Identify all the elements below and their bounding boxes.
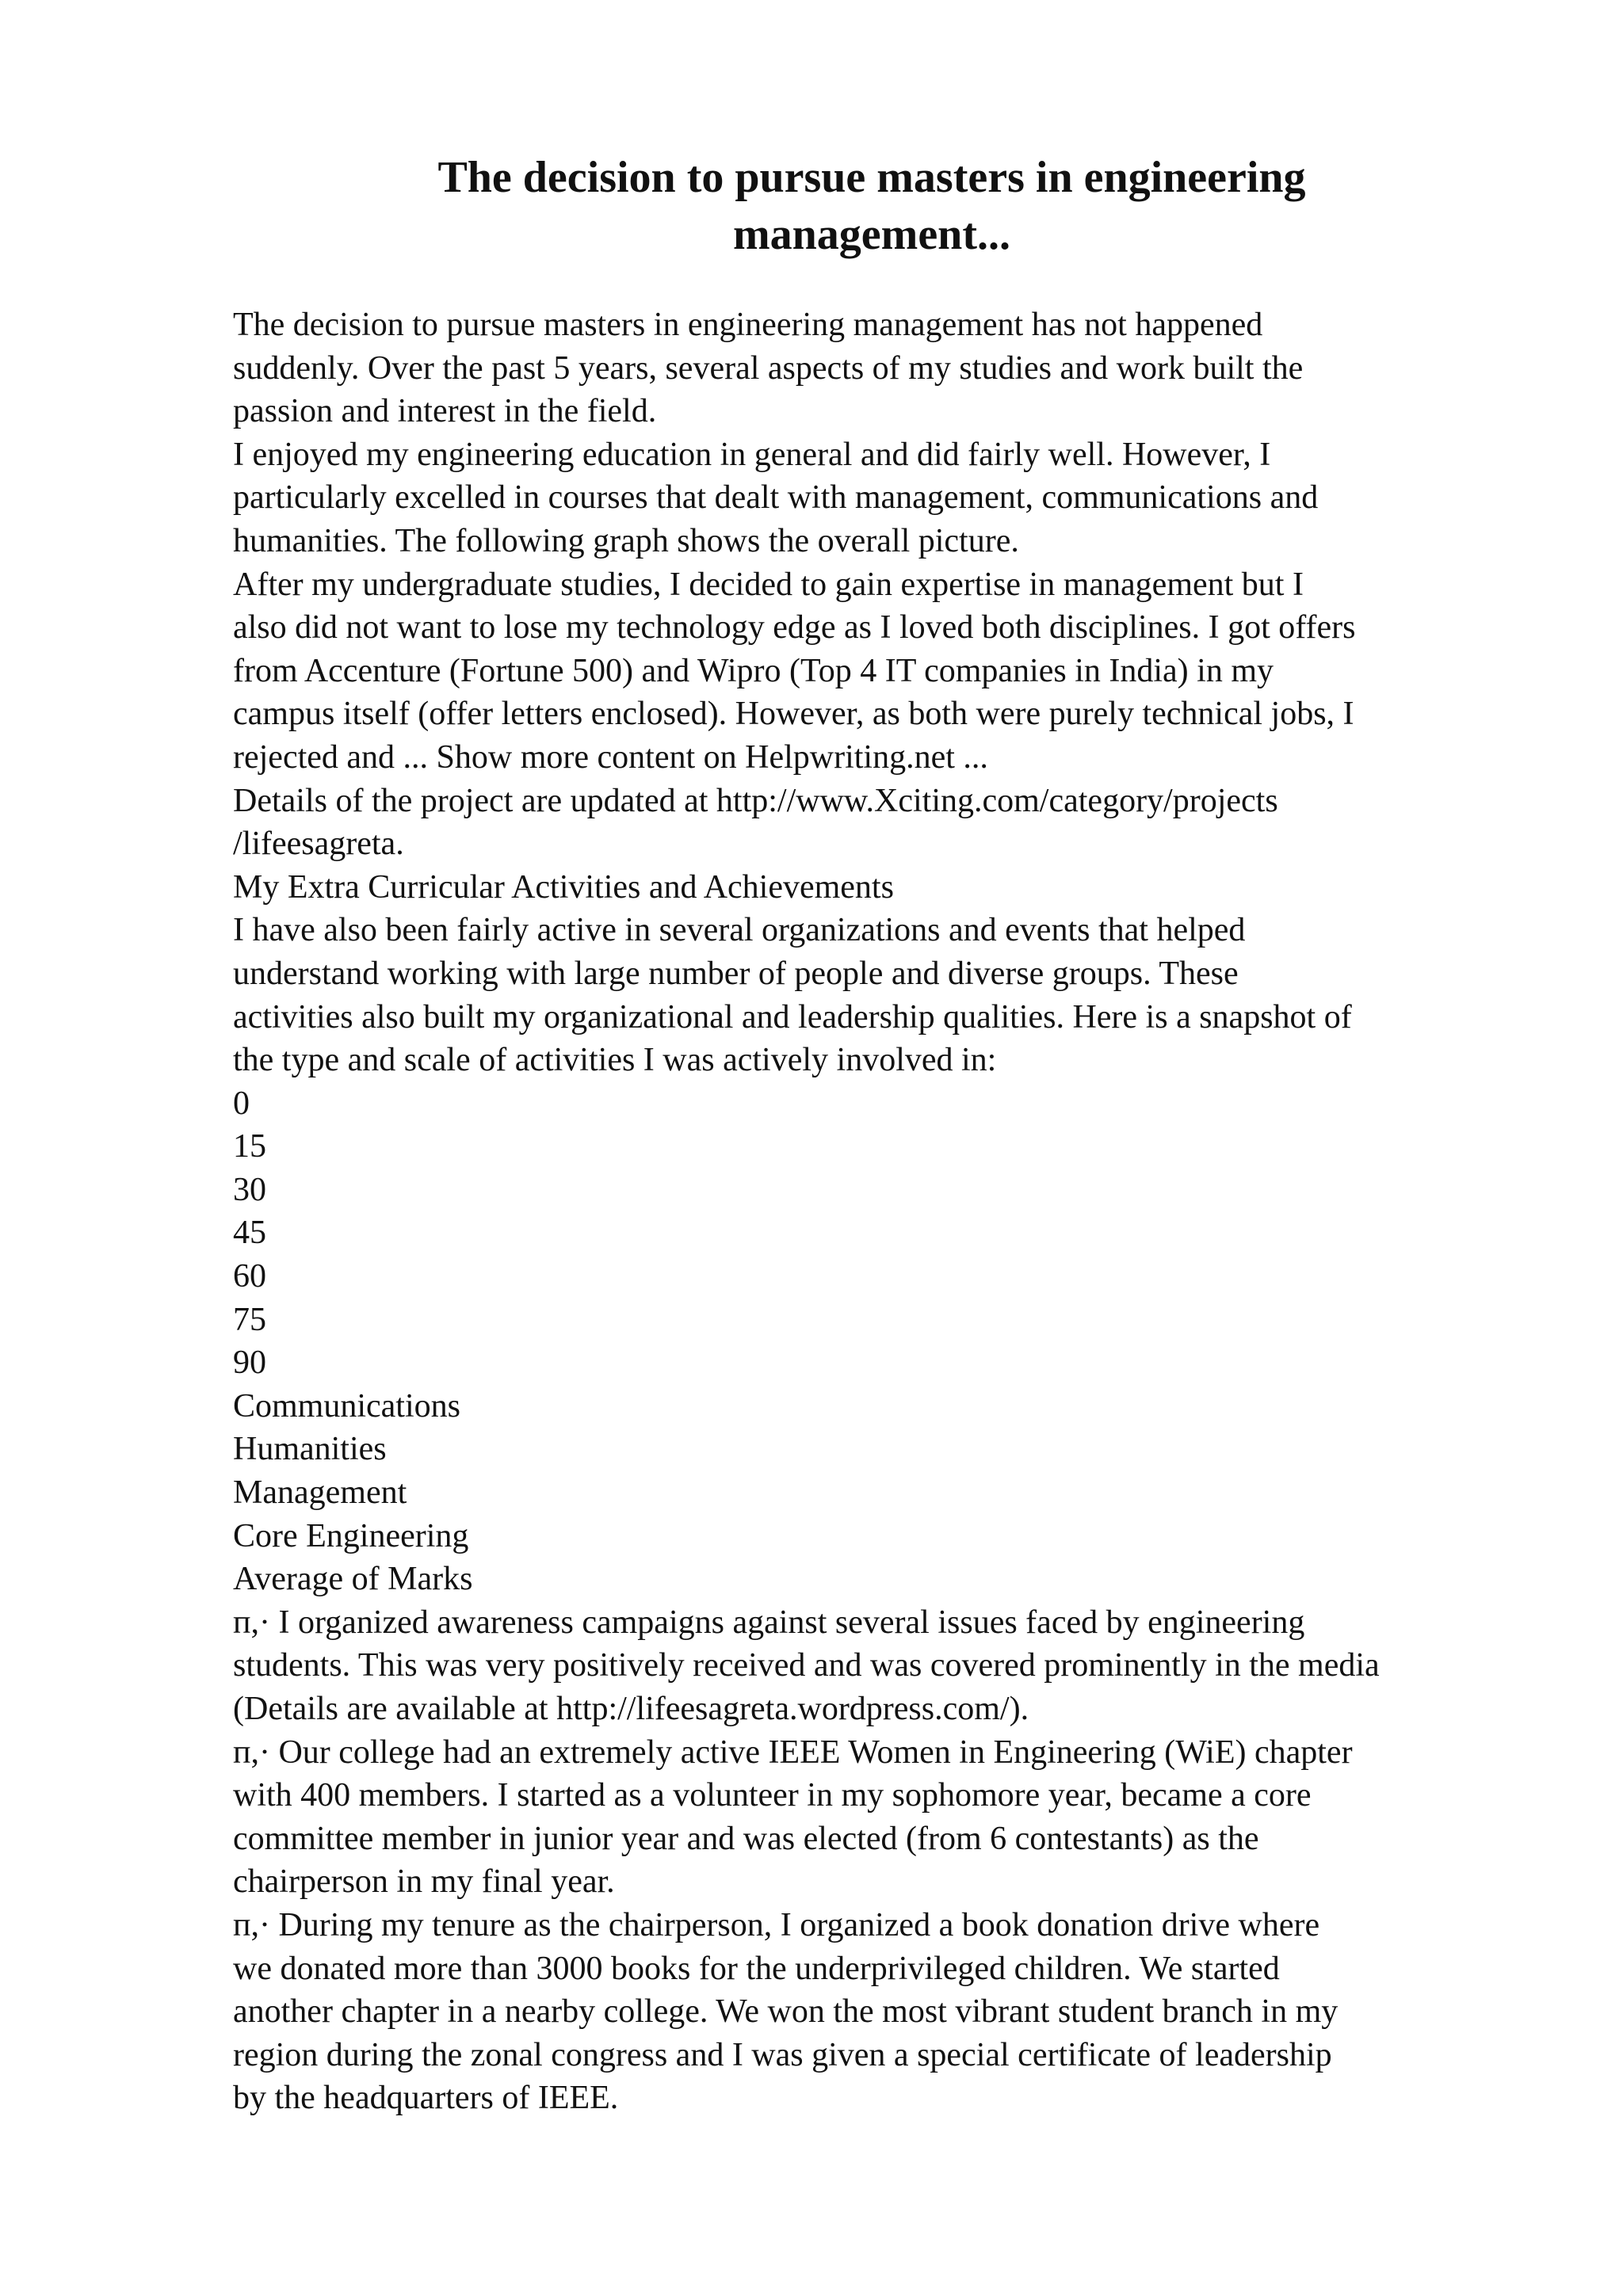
body-line: particularly excelled in courses that dealt with management, communications and [233, 479, 1319, 517]
section-heading: My Extra Curricular Activities and Achievements [233, 868, 894, 906]
body-line: I enjoyed my engineering education in general and did fairly well. However, I [233, 436, 1271, 473]
chart-category-label: Core Engineering [233, 1517, 469, 1554]
chart-category-label: Management [233, 1474, 407, 1512]
body-line: with 400 members. I started as a volunteer in my sophomore year, became a core [233, 1777, 1312, 1814]
chart-legend-label: Average of Marks [233, 1561, 473, 1598]
body-line: region during the zonal congress and I was given a special certificate of leadership [233, 2036, 1332, 2073]
body-line: (Details are available at http://lifeesagreta.wordpress.com/). [233, 1691, 1029, 1727]
body-line: committee member in junior year and was elected (from 6 contestants) as the [233, 1820, 1259, 1857]
body-line: /lifeesagreta. [233, 826, 404, 863]
body-line: activities also built my organizational and leadership qualities. Here is a snapshot of [233, 998, 1352, 1035]
body-line: humanities. The following graph shows the overall picture. [233, 522, 1019, 559]
chart-tick-label: 75 [233, 1301, 266, 1338]
document-title [317, 149, 1426, 263]
bullet-line: п,· I organized awareness campaigns against several issues faced by engineering [233, 1604, 1305, 1641]
bullet-line: п,· Our college had an extremely active IEEE Women in Engineering (WiE) chapter [233, 1733, 1353, 1771]
body-line: I have also been fairly active in several organizations and events that helped [233, 912, 1246, 949]
document-body [233, 303, 1533, 2120]
chart-category-label: Humanities [233, 1431, 387, 1468]
chart-tick-label: 60 [233, 1258, 266, 1295]
body-line: Details of the project are updated at http://www.Xciting.com/category/projects [233, 782, 1278, 819]
body-line: by the headquarters of IEEE. [233, 2080, 619, 2117]
body-line: we donated more than 3000 books for the underprivileged children. We started [233, 1950, 1280, 1987]
body-line: students. This was very positively received and was covered prominently in the media [233, 1647, 1380, 1684]
body-line: also did not want to lose my technology edge as I loved both disciplines. I got offers [233, 609, 1356, 646]
body-line: chairperson in my final year. [233, 1863, 615, 1901]
chart-tick-label: 30 [233, 1171, 266, 1208]
body-line: understand working with large number of people and diverse groups. These [233, 955, 1239, 992]
body-line: campus itself (offer letters enclosed). However, as both were purely technical jobs, I [233, 696, 1354, 733]
chart-tick-label: 45 [233, 1215, 266, 1252]
body-line: from Accenture (Fortune 500) and Wipro (Top 4 IT companies in India) in my [233, 652, 1274, 689]
body-line: suddenly. Over the past 5 years, several aspects of my studies and work built the [233, 349, 1304, 387]
chart-tick-label: 90 [233, 1344, 266, 1382]
body-line: the type and scale of activities I was actively involved in: [233, 1042, 997, 1079]
body-line: After my undergraduate studies, I decided to gain expertise in management but I [233, 566, 1304, 603]
body-line: another chapter in a nearby college. We won the most vibrant student branch in my [233, 1993, 1338, 2031]
title-line: The decision to pursue masters in engineering [437, 153, 1306, 202]
body-line: The decision to pursue masters in engineering management has not happened [233, 307, 1263, 343]
chart-tick-label: 0 [233, 1085, 250, 1122]
body-line: passion and interest in the field. [233, 393, 657, 430]
body-line: rejected and ... Show more content on Helpwriting.net ... [233, 738, 988, 776]
bullet-line: п,· During my tenure as the chairperson, I organized a book donation drive where [233, 1906, 1320, 1943]
title-line: management... [733, 210, 1010, 259]
chart-category-label: Communications [233, 1387, 460, 1425]
chart-tick-label: 15 [233, 1128, 266, 1165]
